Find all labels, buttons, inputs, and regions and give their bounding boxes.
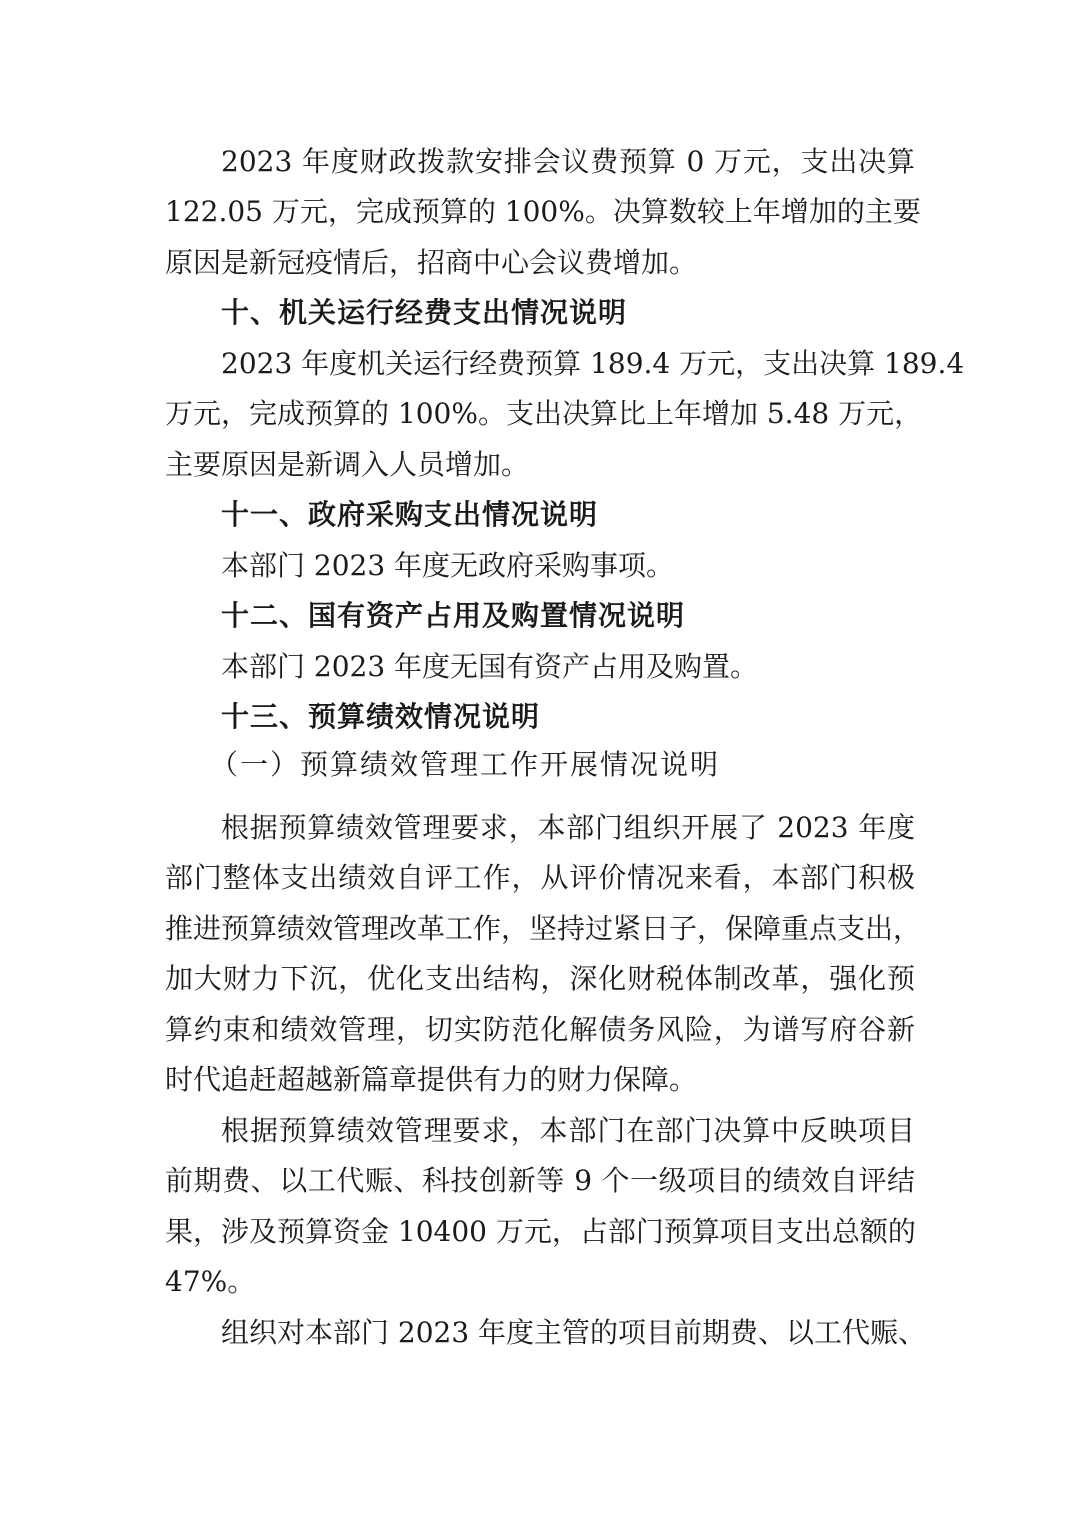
paragraph-line: 47%。: [165, 1265, 256, 1298]
section-heading: 十一、政府采购支出情况说明: [221, 498, 599, 531]
paragraph-line: 根据预算绩效管理要求，本部门在部门决算中反映项目: [221, 1114, 915, 1147]
paragraph-line: 万元，完成预算的 100%。支出决算比上年增加 5.48 万元，: [165, 397, 923, 430]
section-heading: 十二、国有资产占用及购置情况说明: [221, 599, 686, 632]
paragraph-line: 算约束和绩效管理，切实防范化解债务风险，为谱写府谷新: [165, 1013, 915, 1046]
paragraph-line: 2023 年度机关运行经费预算 189.4 万元，支出决算 189.4: [221, 347, 965, 380]
paragraph-line: 2023 年度财政拨款安排会议费预算 0 万元，支出决算: [221, 145, 915, 178]
paragraph-line: 122.05 万元，完成预算的 100%。决算数较上年增加的主要: [165, 195, 921, 228]
paragraph-line: 加大财力下沉，优化支出结构，深化财税体制改革，强化预: [165, 962, 915, 995]
paragraph-line: 时代追赶超越新篇章提供有力的财力保障。: [165, 1063, 698, 1096]
section-heading: 十、机关运行经费支出情况说明: [221, 296, 628, 329]
section-heading: 十三、预算绩效情况说明: [221, 700, 541, 733]
paragraph-line: 果，涉及预算资金 10400 万元，占部门预算项目支出总额的: [165, 1215, 916, 1248]
paragraph-line: 组织对本部门 2023 年度主管的项目前期费、以工代赈、: [221, 1316, 927, 1349]
paragraph-line: 根据预算绩效管理要求，本部门组织开展了 2023 年度: [221, 811, 915, 844]
subsection-heading: （一）预算绩效管理工作开展情况说明: [210, 748, 721, 781]
paragraph-line: 本部门 2023 年度无政府采购事项。: [221, 549, 675, 582]
paragraph-line: 本部门 2023 年度无国有资产占用及购置。: [221, 650, 759, 683]
paragraph-line: 前期费、以工代赈、科技创新等 9 个一级项目的绩效自评结: [165, 1164, 915, 1197]
paragraph-line: 主要原因是新调入人员增加。: [165, 448, 530, 481]
paragraph-line: 部门整体支出绩效自评工作，从评价情况来看，本部门积极: [165, 861, 915, 894]
paragraph-line: 推进预算绩效管理改革工作，坚持过紧日子，保障重点支出，: [165, 912, 922, 945]
paragraph-line: 原因是新冠疫情后，招商中心会议费增加。: [165, 246, 698, 279]
